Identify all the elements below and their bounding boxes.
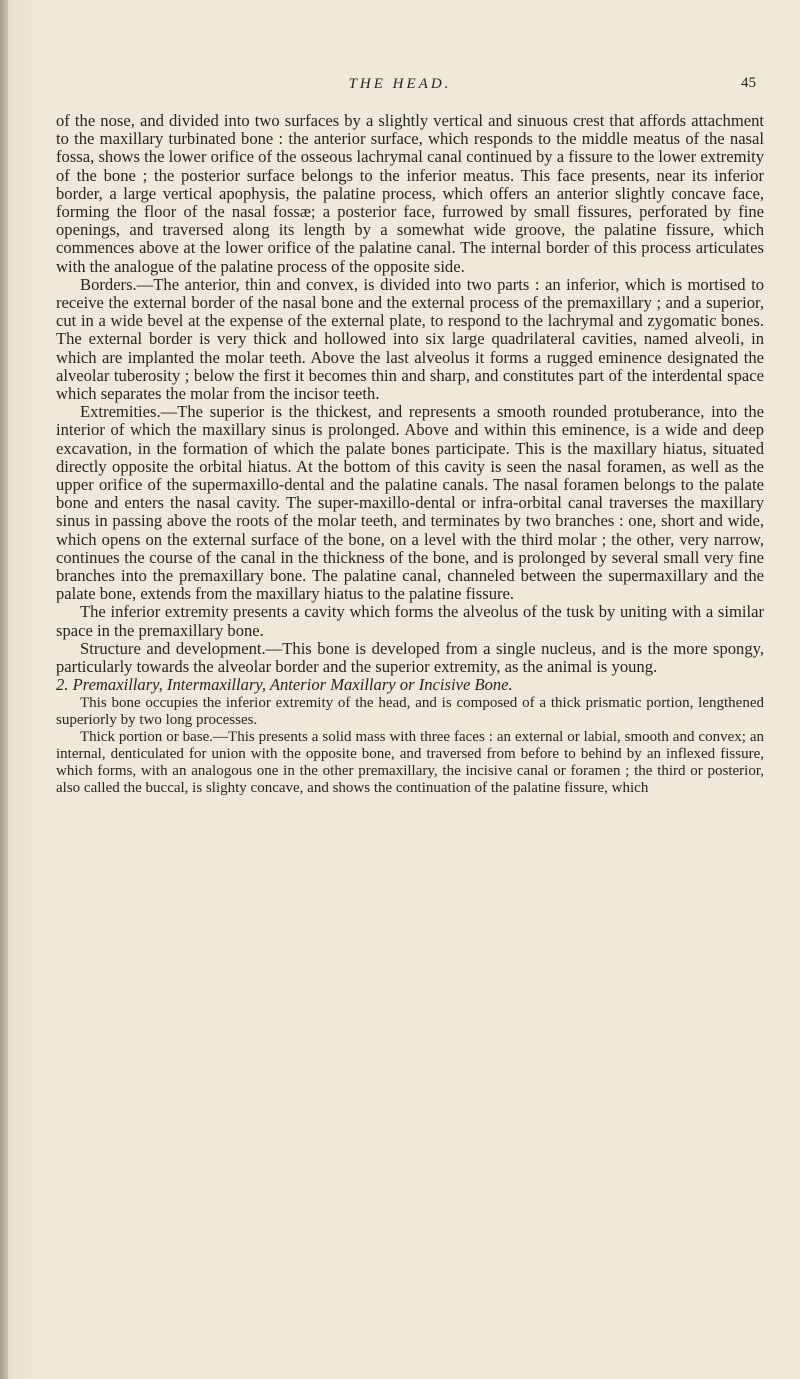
paragraph: Extremities.—The superior is the thickest, and represents a smooth rounded protuberance, into the interior of which the maxillary sinus is prolonged. Above and within this eminence, is a wide and deep excavation, in the formation of which the palate bones participate. This is the maxillary hiatus, situated directly opposite the orbital hiatus. At the bottom of this cavity is seen the nasal foramen, as well as the upper orifice of the supermaxillo-dental and the palatine canals. The nasal foramen belongs to the palate bone and enters the nasal cavity. The super-maxillo-dental or infra-orbital canal traverses the maxillary sinus in passing above the roots of the molar teeth, and terminates by two branches : one, short and wide, which opens on the external surface of the bone, on a level with the third molar ; the other, very narrow, continues the course of the canal in the thickness of the bone, and is prolonged by several small very fine branches into the premaxillary bone. The palatine canal, channeled between the supermaxillary and the palate bone, extends from the maxillary hiatus to the palatine fissure.	[56, 402, 764, 604]
page-header	[0, 74, 800, 98]
page-gutter	[0, 0, 8, 1379]
paragraph: The inferior extremity presents a cavity which forms the alveolus of the tusk by uniting with a similar space in the premaxillary bone.	[56, 602, 764, 640]
page-number: 45	[741, 75, 756, 91]
paragraph: Structure and development.—This bone is developed from a single nucleus, and is the more spongy, particularly towards the alveolar border and the superior extremity, as the animal is young.	[56, 638, 764, 677]
paragraph: Borders.—The anterior, thin and convex, is divided into two parts : an inferior, which is mortised to receive the external border of the nasal bone and the external process of the premaxillary ; and a superior, cut in a wide bevel at the expense of the external plate, to respond to the lachrymal and zygomatic bones. The external border is very thick and hollowed into six large quadrilateral cavities, named alveoli, in which are implanted the molar teeth. Above the last alveolus it forms a rugged eminence designated the alveolar tuberosity ; below the first it becomes thin and sharp, and constitutes part of the interdental space which separates the molar from the incisor teeth.	[56, 274, 764, 404]
paragraph: This bone occupies the inferior extremity of the head, and is composed of a thick prismatic portion, lengthened superiorly by two long processes.	[56, 694, 764, 728]
paragraph: of the nose, and divided into two surfaces by a slightly vertical and sinuous crest that affords attachment to the maxillary turbinated bone : the anterior surface, which responds to the middle meatus of the nasal fossa, shows the lower orifice of the osseous lachrymal canal continued by a fissure to the lower extremity of the bone ; the posterior surface belongs to the inferior meatus. This face presents, near its inferior border, a large vertical apophysis, the palatine process, which offers an anterior slightly concave face, forming the floor of the nasal fossæ; a posterior face, furrowed by small fissures, perforated by fine openings, and traversed along its length by a somewhat wide groove, the palatine fissure, which commences above at the lower orifice of the palatine canal. The internal border of this process articulates with the analogue of the palatine process of the opposite side.	[56, 111, 764, 276]
paragraph: Thick portion or base.—This presents a solid mass with three faces : an external or labial, smooth and convex; an internal, denticulated for union with the opposite bone, and traversed from before to behind by an inflexed fissure, which forms, with an analogous one in the other premaxillary, the incisive canal or foramen ; the third or posterior, also called the buccal, is slighty concave, and shows the continuation of the palatine fissure, which	[56, 728, 764, 796]
page-body	[56, 112, 764, 797]
running-head: THE HEAD.	[348, 76, 452, 92]
section-title: 2. Premaxillary, Intermaxillary, Anterior Maxillary or Incisive Bone.	[56, 675, 513, 695]
